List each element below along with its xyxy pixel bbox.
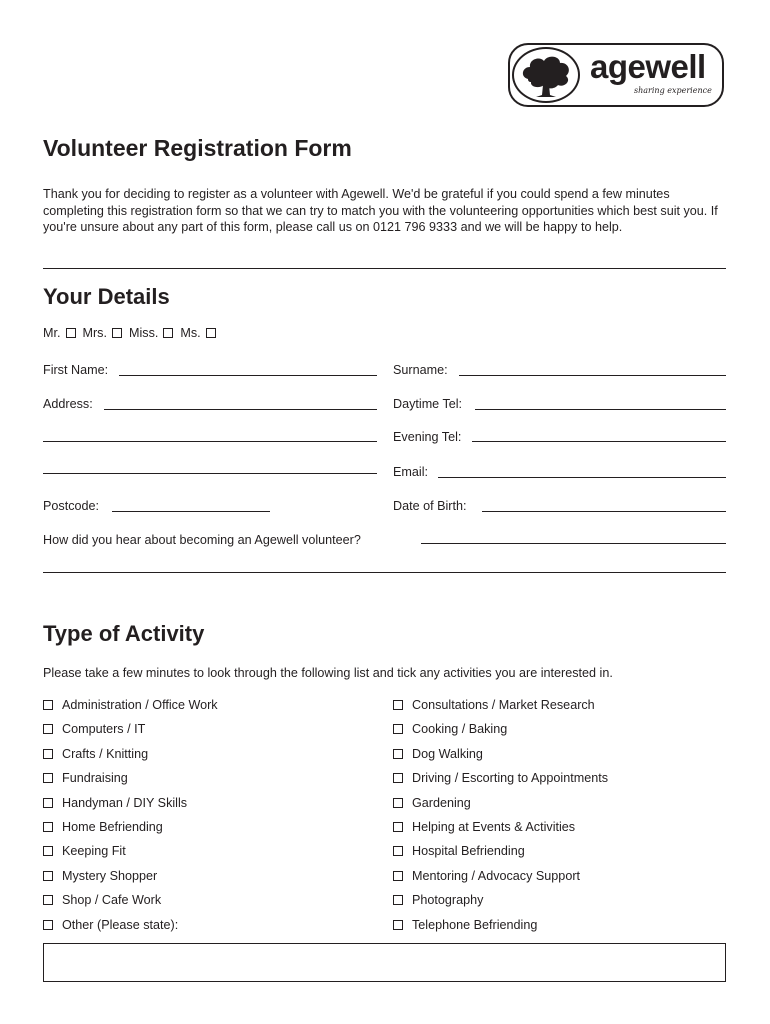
checkbox[interactable] bbox=[43, 798, 53, 808]
checkbox[interactable] bbox=[393, 773, 403, 783]
activity-option-hospital-befriending[interactable] bbox=[393, 843, 525, 859]
tree-icon bbox=[512, 47, 580, 103]
checkbox[interactable] bbox=[393, 895, 403, 905]
activity-option-helping-at-events-activities[interactable] bbox=[393, 819, 575, 835]
checkbox[interactable] bbox=[43, 749, 53, 759]
evening-tel-label: Evening Tel: bbox=[393, 430, 462, 444]
title-options bbox=[43, 326, 223, 340]
activity-label: Helping at Events & Activities bbox=[412, 820, 576, 834]
address-field-3[interactable] bbox=[43, 473, 377, 474]
checkbox[interactable] bbox=[393, 920, 403, 930]
email-field[interactable] bbox=[438, 477, 726, 478]
activity-option-handyman-diy-skills[interactable] bbox=[43, 795, 187, 811]
activity-option-other-please-state[interactable] bbox=[43, 917, 178, 933]
activity-option-shop-cafe-work[interactable] bbox=[43, 892, 161, 908]
activity-label: Hospital Befriending bbox=[412, 844, 525, 859]
email-label: Email: bbox=[393, 465, 428, 479]
activity-option-dog-walking[interactable] bbox=[393, 746, 483, 762]
checkbox[interactable] bbox=[43, 920, 53, 930]
surname-label: Surname: bbox=[393, 363, 448, 377]
activity-option-photography[interactable] bbox=[393, 892, 483, 908]
activity-option-administration-office-work[interactable] bbox=[43, 697, 218, 713]
agewell-logo bbox=[508, 43, 724, 107]
other-activity-input[interactable] bbox=[43, 943, 726, 982]
activity-label: Other (Please state): bbox=[62, 917, 179, 932]
activity-instructions: Please take a few minutes to look through the following list and tick any activities you are interested in. bbox=[43, 666, 613, 680]
checkbox[interactable] bbox=[43, 895, 53, 905]
page-title: Volunteer Registration Form bbox=[43, 135, 352, 161]
address-field-1[interactable] bbox=[104, 409, 377, 410]
first-name-label: First Name: bbox=[43, 363, 109, 377]
activity-label: Telephone Befriending bbox=[412, 917, 538, 932]
evening-tel-field[interactable] bbox=[472, 441, 726, 442]
title-option-mr[interactable]: Mr. bbox=[43, 326, 76, 340]
checkbox[interactable] bbox=[393, 798, 403, 808]
dob-label: Date of Birth: bbox=[393, 499, 467, 513]
activity-label: Dog Walking bbox=[412, 746, 483, 761]
surname-field[interactable] bbox=[459, 375, 726, 376]
daytime-tel-field[interactable] bbox=[475, 409, 726, 410]
activity-option-crafts-knitting[interactable] bbox=[43, 746, 148, 762]
activity-label: Home Befriending bbox=[62, 820, 163, 834]
checkbox[interactable] bbox=[66, 328, 76, 338]
activity-option-gardening[interactable] bbox=[393, 795, 471, 811]
activity-label: Keeping Fit bbox=[62, 844, 126, 859]
activity-option-consultations-market-research[interactable] bbox=[393, 697, 595, 713]
activity-option-fundraising[interactable] bbox=[43, 770, 128, 786]
divider bbox=[43, 268, 726, 269]
postcode-label: Postcode: bbox=[43, 499, 100, 513]
checkbox[interactable] bbox=[43, 724, 53, 734]
activity-option-home-befriending[interactable] bbox=[43, 819, 163, 835]
checkbox[interactable] bbox=[112, 328, 122, 338]
activity-option-cooking-baking[interactable] bbox=[393, 721, 507, 737]
activity-label: Administration / Office Work bbox=[62, 698, 218, 712]
activity-option-mentoring-advocacy-support[interactable] bbox=[393, 868, 580, 884]
activity-label: Cooking / Baking bbox=[412, 722, 508, 737]
activity-label: Gardening bbox=[412, 795, 471, 810]
checkbox[interactable] bbox=[163, 328, 173, 338]
activity-option-telephone-befriending[interactable] bbox=[393, 917, 537, 933]
checkbox[interactable] bbox=[43, 773, 53, 783]
activity-label: Shop / Cafe Work bbox=[62, 893, 162, 908]
activity-label: Fundraising bbox=[62, 771, 128, 786]
your-details-heading: Your Details bbox=[43, 284, 170, 309]
intro-text: Thank you for deciding to register as a volunteer with Agewell. We'd be grateful if you could spend a few minutes completing this registration form so that we can try to match you with the volunteering opportunities which best suit you. If you're unsure about any part of this form, please call us on 0121 796 9333 and we will be happy to help. bbox=[43, 187, 718, 234]
checkbox[interactable] bbox=[206, 328, 216, 338]
activity-label: Mentoring / Advocacy Support bbox=[412, 868, 581, 883]
activity-option-keeping-fit[interactable] bbox=[43, 843, 126, 859]
title-option-miss[interactable]: Miss. bbox=[129, 326, 173, 340]
type-of-activity-heading: Type of Activity bbox=[43, 621, 205, 646]
activity-label: Handyman / DIY Skills bbox=[62, 795, 188, 810]
checkbox[interactable] bbox=[393, 871, 403, 881]
checkbox[interactable] bbox=[43, 846, 53, 856]
activity-label: Consultations / Market Research bbox=[412, 698, 595, 712]
address-label: Address: bbox=[43, 397, 93, 411]
title-option-mrs[interactable]: Mrs. bbox=[83, 326, 122, 340]
logo-wordmark: agewell bbox=[590, 48, 706, 85]
activity-label: Computers / IT bbox=[62, 722, 146, 737]
address-field-2[interactable] bbox=[43, 441, 377, 442]
activity-option-computers-it[interactable] bbox=[43, 721, 145, 737]
checkbox[interactable] bbox=[393, 724, 403, 734]
activity-label: Driving / Escorting to Appointments bbox=[412, 771, 608, 786]
activity-option-mystery-shopper[interactable] bbox=[43, 868, 157, 884]
hear-about-field-2[interactable] bbox=[43, 572, 726, 573]
checkbox[interactable] bbox=[43, 822, 53, 832]
daytime-tel-label: Daytime Tel: bbox=[393, 397, 463, 411]
checkbox[interactable] bbox=[43, 871, 53, 881]
first-name-field[interactable] bbox=[119, 375, 377, 376]
dob-field[interactable] bbox=[482, 511, 726, 512]
activity-label: Photography bbox=[412, 893, 484, 908]
title-option-ms[interactable]: Ms. bbox=[180, 326, 215, 340]
checkbox[interactable] bbox=[393, 749, 403, 759]
hear-about-label: How did you hear about becoming an Agewell volunteer? bbox=[43, 533, 361, 547]
postcode-field[interactable] bbox=[112, 511, 270, 512]
activity-label: Mystery Shopper bbox=[62, 868, 158, 883]
checkbox[interactable] bbox=[43, 700, 53, 710]
hear-about-field-1[interactable] bbox=[421, 543, 726, 544]
activity-option-driving-escorting-to-appointments[interactable] bbox=[393, 770, 608, 786]
checkbox[interactable] bbox=[393, 846, 403, 856]
checkbox[interactable] bbox=[393, 700, 403, 710]
activity-label: Crafts / Knitting bbox=[62, 746, 149, 761]
checkbox[interactable] bbox=[393, 822, 403, 832]
logo-tagline: sharing experience bbox=[634, 86, 712, 95]
